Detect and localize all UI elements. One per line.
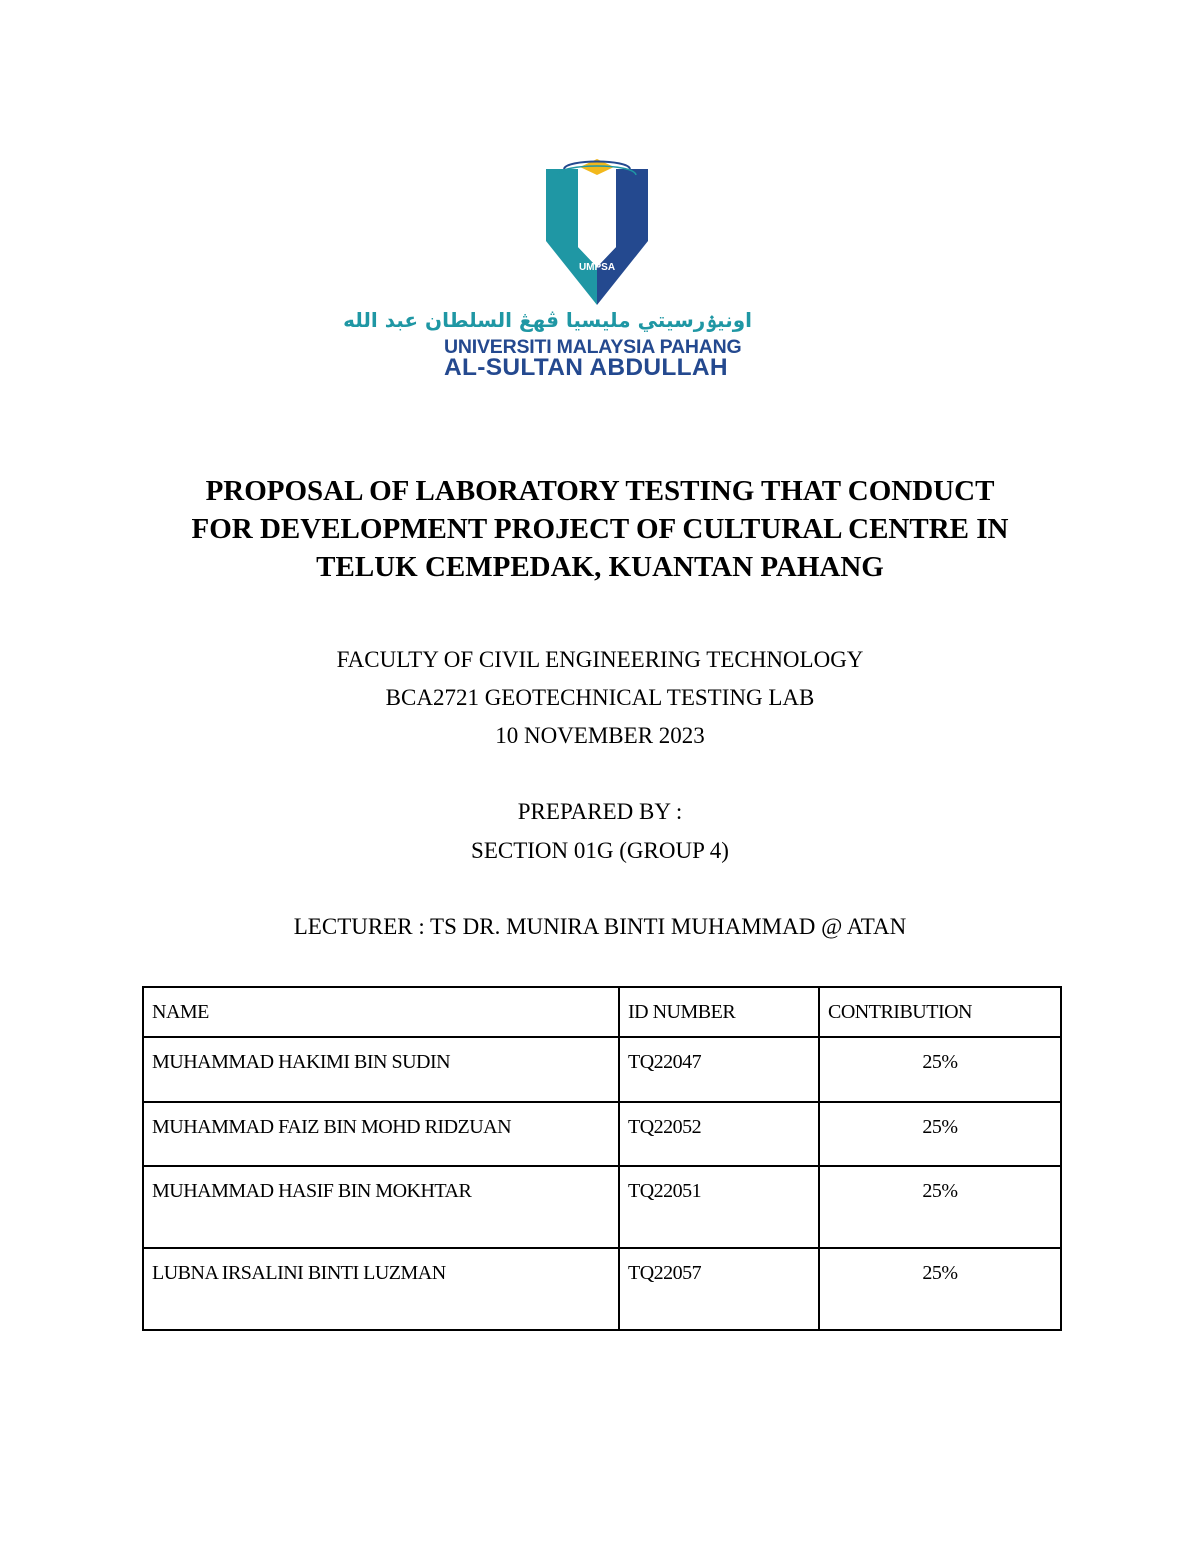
document-title: [120, 472, 1080, 586]
member-name: MUHAMMAD HASIF BIN MOKHTAR: [143, 1166, 619, 1248]
member-contribution: 25%: [819, 1102, 1061, 1166]
header-contribution: CONTRIBUTION: [819, 987, 1061, 1037]
university-arabic-name: اونيۏرسيتي مليسيا ڤهڠ السلطان عبد الله: [343, 308, 752, 332]
faculty-name: FACULTY OF CIVIL ENGINEERING TECHNOLOGY: [336, 647, 864, 672]
section-group: SECTION 01G (GROUP 4): [471, 838, 729, 863]
title-line-3: TELUK CEMPEDAK, KUANTAN PAHANG: [316, 551, 884, 583]
submission-date: 10 NOVEMBER 2023: [495, 723, 705, 748]
table-row: [143, 1248, 1061, 1330]
member-contribution: 25%: [819, 1037, 1061, 1102]
university-name-line2: AL-SULTAN ABDULLAH: [444, 354, 728, 381]
member-name: MUHAMMAD HAKIMI BIN SUDIN: [143, 1037, 619, 1102]
table-row: [143, 1102, 1061, 1166]
table-header-row: [143, 987, 1061, 1037]
prepared-by-label: PREPARED BY :: [517, 799, 683, 824]
member-contribution: 25%: [819, 1248, 1061, 1330]
member-id: TQ22047: [619, 1037, 819, 1102]
title-line-1: PROPOSAL OF LABORATORY TESTING THAT CONDUCT: [205, 475, 995, 507]
university-logo: [542, 155, 652, 305]
member-id: TQ22057: [619, 1248, 819, 1330]
university-name-line1: UNIVERSITI MALAYSIA PAHANG: [444, 336, 742, 358]
logo-badge-text: UMPSA: [578, 262, 616, 273]
umpsa-shield-icon: [542, 155, 652, 305]
member-id: TQ22051: [619, 1166, 819, 1248]
header-id-number: ID NUMBER: [619, 987, 819, 1037]
table-row: [143, 1037, 1061, 1102]
course-name: BCA2721 GEOTECHNICAL TESTING LAB: [385, 685, 815, 710]
member-name: LUBNA IRSALINI BINTI LUZMAN: [143, 1248, 619, 1330]
member-contribution: 25%: [819, 1166, 1061, 1248]
members-table: [142, 986, 1062, 1331]
member-name: MUHAMMAD FAIZ BIN MOHD RIDZUAN: [143, 1102, 619, 1166]
title-line-2: FOR DEVELOPMENT PROJECT OF CULTURAL CENTRE IN: [191, 513, 1009, 545]
lecturer-name: LECTURER : TS DR. MUNIRA BINTI MUHAMMAD @ ATAN: [293, 914, 907, 939]
member-id: TQ22052: [619, 1102, 819, 1166]
header-name: NAME: [143, 987, 619, 1037]
table-row: [143, 1166, 1061, 1248]
